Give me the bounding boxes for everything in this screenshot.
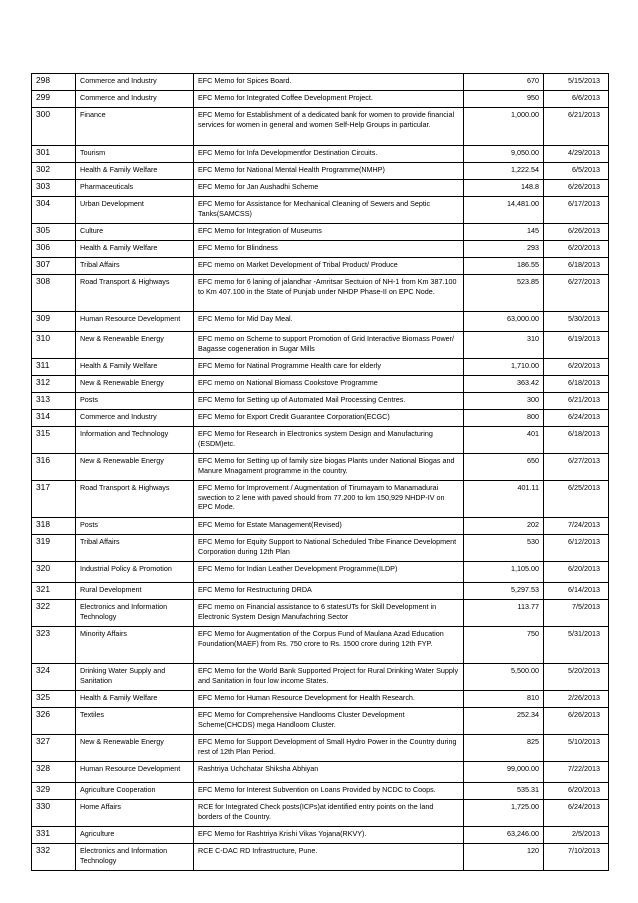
ministry-cell: Human Resource Development bbox=[76, 762, 194, 783]
table-row bbox=[32, 664, 609, 691]
ministry-cell: Tribal Affairs bbox=[76, 258, 194, 275]
cost-cell: 1,000.00 bbox=[464, 108, 544, 146]
cost-cell: 535.31 bbox=[464, 783, 544, 800]
row-number-cell: 326 bbox=[32, 708, 76, 735]
subject-cell: EFC memo for 6 laning of jalandhar -Amritsar Sectuion of NH-1 from Km 387.100 to Km 407.100 in the State of Punjab under NHDP Phase-II on EPC Node. bbox=[194, 275, 464, 312]
ministry-cell: Electronics and Information Technology bbox=[76, 844, 194, 871]
date-cell: 7/22/2013 bbox=[544, 762, 609, 783]
row-number-cell: 318 bbox=[32, 518, 76, 535]
row-number-cell: 314 bbox=[32, 410, 76, 427]
table-row bbox=[32, 783, 609, 800]
row-number-cell: 303 bbox=[32, 180, 76, 197]
cost-cell: 1,222.54 bbox=[464, 163, 544, 180]
cost-cell: 810 bbox=[464, 691, 544, 708]
subject-cell: EFC Memo for Rashtriya Krishi Vikas Yojana(RKVY). bbox=[194, 827, 464, 844]
subject-cell: EFC memo on National Biomass Cookstove Programme bbox=[194, 376, 464, 393]
subject-cell: EFC Memo for Augmentation of the Corpus Fund of Maulana Azad Education Foundation(MAEF) from Rs. 750 crore to Rs. 1500 crore during 12th FYP. bbox=[194, 627, 464, 664]
table-row bbox=[32, 197, 609, 224]
ministry-cell: Drinking Water Supply and Sanitation bbox=[76, 664, 194, 691]
row-number-cell: 332 bbox=[32, 844, 76, 871]
table-row bbox=[32, 108, 609, 146]
date-cell: 6/12/2013 bbox=[544, 535, 609, 562]
ministry-cell: Human Resource Development bbox=[76, 312, 194, 332]
row-number-cell: 327 bbox=[32, 735, 76, 762]
subject-cell: EFC Memo for Infa Developmentfor Destination Circuits. bbox=[194, 146, 464, 163]
ministry-cell: New & Renewable Energy bbox=[76, 454, 194, 481]
cost-cell: 401.11 bbox=[464, 481, 544, 518]
ministry-cell: Pharmaceuticals bbox=[76, 180, 194, 197]
subject-cell: EFC Memo for Jan Aushadhi Scheme bbox=[194, 180, 464, 197]
subject-cell: EFC Memo for Natinal Programme Health care for elderly bbox=[194, 359, 464, 376]
subject-cell: RCE C-DAC RD Infrastructure, Pune. bbox=[194, 844, 464, 871]
date-cell: 6/21/2013 bbox=[544, 393, 609, 410]
ministry-cell: Home Affairs bbox=[76, 800, 194, 827]
table-row bbox=[32, 562, 609, 583]
row-number-cell: 317 bbox=[32, 481, 76, 518]
table-row bbox=[32, 583, 609, 600]
subject-cell: EFC Memo for Human Resource Development for Health Research. bbox=[194, 691, 464, 708]
row-number-cell: 309 bbox=[32, 312, 76, 332]
cost-cell: 530 bbox=[464, 535, 544, 562]
ministry-cell: Commerce and Industry bbox=[76, 410, 194, 427]
date-cell: 2/5/2013 bbox=[544, 827, 609, 844]
row-number-cell: 319 bbox=[32, 535, 76, 562]
row-number-cell: 323 bbox=[32, 627, 76, 664]
subject-cell: EFC Memo for Indian Leather Development Programme(ILDP) bbox=[194, 562, 464, 583]
row-number-cell: 322 bbox=[32, 600, 76, 627]
cost-cell: 14,481.00 bbox=[464, 197, 544, 224]
date-cell: 6/14/2013 bbox=[544, 583, 609, 600]
subject-cell: EFC Memo for Assistance for Mechanical Cleaning of Sewers and Septic Tanks(SAMCSS) bbox=[194, 197, 464, 224]
row-number-cell: 302 bbox=[32, 163, 76, 180]
date-cell: 6/18/2013 bbox=[544, 258, 609, 275]
table-row bbox=[32, 241, 609, 258]
row-number-cell: 329 bbox=[32, 783, 76, 800]
row-number-cell: 306 bbox=[32, 241, 76, 258]
cost-cell: 401 bbox=[464, 427, 544, 454]
subject-cell: RCE for Integrated Check posts(ICPs)at identified entry points on the land borders of the Country. bbox=[194, 800, 464, 827]
date-cell: 5/30/2013 bbox=[544, 312, 609, 332]
table-row bbox=[32, 332, 609, 359]
subject-cell: EFC Memo for Mid Day Meal. bbox=[194, 312, 464, 332]
cost-cell: 363.42 bbox=[464, 376, 544, 393]
table-row bbox=[32, 735, 609, 762]
table-row bbox=[32, 275, 609, 312]
subject-cell: Rashtriya Uchchatar Shiksha Abhiyan bbox=[194, 762, 464, 783]
ministry-cell: Health & Family Welfare bbox=[76, 359, 194, 376]
date-cell: 6/20/2013 bbox=[544, 562, 609, 583]
ministry-cell: Posts bbox=[76, 393, 194, 410]
date-cell: 6/20/2013 bbox=[544, 359, 609, 376]
row-number-cell: 331 bbox=[32, 827, 76, 844]
cost-cell: 9,050.00 bbox=[464, 146, 544, 163]
table-row bbox=[32, 535, 609, 562]
subject-cell: EFC Memo for Estate Management(Revised) bbox=[194, 518, 464, 535]
cost-cell: 202 bbox=[464, 518, 544, 535]
cost-cell: 145 bbox=[464, 224, 544, 241]
table-row bbox=[32, 376, 609, 393]
subject-cell: EFC Memo for Blindness bbox=[194, 241, 464, 258]
row-number-cell: 313 bbox=[32, 393, 76, 410]
row-number-cell: 307 bbox=[32, 258, 76, 275]
row-number-cell: 316 bbox=[32, 454, 76, 481]
table-row bbox=[32, 393, 609, 410]
subject-cell: EFC Memo for Setting up of Automated Mail Processing Centres. bbox=[194, 393, 464, 410]
date-cell: 6/24/2013 bbox=[544, 410, 609, 427]
cost-cell: 1,105.00 bbox=[464, 562, 544, 583]
ministry-cell: Culture bbox=[76, 224, 194, 241]
table-row bbox=[32, 74, 609, 91]
cost-cell: 120 bbox=[464, 844, 544, 871]
date-cell: 7/5/2013 bbox=[544, 600, 609, 627]
ministry-cell: Urban Development bbox=[76, 197, 194, 224]
table-row bbox=[32, 518, 609, 535]
table-row bbox=[32, 163, 609, 180]
ministry-cell: New & Renewable Energy bbox=[76, 735, 194, 762]
table-row bbox=[32, 844, 609, 871]
table-row bbox=[32, 481, 609, 518]
cost-cell: 950 bbox=[464, 91, 544, 108]
table-row bbox=[32, 312, 609, 332]
date-cell: 2/26/2013 bbox=[544, 691, 609, 708]
row-number-cell: 300 bbox=[32, 108, 76, 146]
row-number-cell: 305 bbox=[32, 224, 76, 241]
cost-cell: 1,710.00 bbox=[464, 359, 544, 376]
date-cell: 6/18/2013 bbox=[544, 427, 609, 454]
subject-cell: EFC Memo for National Mental Health Programme(NMHP) bbox=[194, 163, 464, 180]
table-row bbox=[32, 762, 609, 783]
subject-cell: EFC Memo for Improvement / Augmentation of Tirumayam to Manamadurai swection to 2 lene with paved should from 77.200 to km 150,929 NHDP-IV on EPC Mode. bbox=[194, 481, 464, 518]
date-cell: 6/24/2013 bbox=[544, 800, 609, 827]
ministry-cell: Industrial Policy & Promotion bbox=[76, 562, 194, 583]
subject-cell: EFC Memo for Setting up of family size biogas Plants under National Biogas and Manure Mnagament programme in the country. bbox=[194, 454, 464, 481]
row-number-cell: 308 bbox=[32, 275, 76, 312]
date-cell: 5/31/2013 bbox=[544, 627, 609, 664]
ministry-cell: Agriculture bbox=[76, 827, 194, 844]
table-row bbox=[32, 359, 609, 376]
cost-cell: 670 bbox=[464, 74, 544, 91]
row-number-cell: 321 bbox=[32, 583, 76, 600]
cost-cell: 5,297.53 bbox=[464, 583, 544, 600]
row-number-cell: 299 bbox=[32, 91, 76, 108]
table-row bbox=[32, 827, 609, 844]
subject-cell: EFC Memo for Support Development of Small Hydro Power in the Country during rest of 12th Plan Period. bbox=[194, 735, 464, 762]
cost-cell: 650 bbox=[464, 454, 544, 481]
ministry-cell: Commerce and Industry bbox=[76, 91, 194, 108]
subject-cell: EFC Memo for Restructuring DRDA bbox=[194, 583, 464, 600]
row-number-cell: 301 bbox=[32, 146, 76, 163]
cost-cell: 523.85 bbox=[464, 275, 544, 312]
cost-cell: 148.8 bbox=[464, 180, 544, 197]
row-number-cell: 325 bbox=[32, 691, 76, 708]
subject-cell: EFC Memo for Integration of Museums bbox=[194, 224, 464, 241]
table-row bbox=[32, 146, 609, 163]
subject-cell: EFC Memo for Establishment of a dedicated bank for women to provide financial services for women in general and women Self-Help Groups in particular. bbox=[194, 108, 464, 146]
ministry-cell: Tribal Affairs bbox=[76, 535, 194, 562]
date-cell: 6/25/2013 bbox=[544, 481, 609, 518]
subject-cell: EFC memo on Financial assistance to 6 statesUTs for Skill Development in Electronic System Design Manufachring Sector bbox=[194, 600, 464, 627]
table-row bbox=[32, 224, 609, 241]
date-cell: 5/15/2013 bbox=[544, 74, 609, 91]
row-number-cell: 311 bbox=[32, 359, 76, 376]
date-cell: 6/20/2013 bbox=[544, 241, 609, 258]
row-number-cell: 304 bbox=[32, 197, 76, 224]
ministry-cell: Textiles bbox=[76, 708, 194, 735]
cost-cell: 252.34 bbox=[464, 708, 544, 735]
date-cell: 7/24/2013 bbox=[544, 518, 609, 535]
ministry-cell: Health & Family Welfare bbox=[76, 163, 194, 180]
row-number-cell: 310 bbox=[32, 332, 76, 359]
ministry-cell: Road Transport & Highways bbox=[76, 275, 194, 312]
row-number-cell: 320 bbox=[32, 562, 76, 583]
ministry-cell: Minority Affairs bbox=[76, 627, 194, 664]
date-cell: 6/26/2013 bbox=[544, 224, 609, 241]
row-number-cell: 330 bbox=[32, 800, 76, 827]
row-number-cell: 298 bbox=[32, 74, 76, 91]
date-cell: 4/29/2013 bbox=[544, 146, 609, 163]
ministry-cell: New & Renewable Energy bbox=[76, 376, 194, 393]
date-cell: 6/21/2013 bbox=[544, 108, 609, 146]
table-row bbox=[32, 91, 609, 108]
table-row bbox=[32, 708, 609, 735]
date-cell: 5/10/2013 bbox=[544, 735, 609, 762]
row-number-cell: 312 bbox=[32, 376, 76, 393]
date-cell: 5/20/2013 bbox=[544, 664, 609, 691]
ministry-cell: New & Renewable Energy bbox=[76, 332, 194, 359]
ministry-cell: Posts bbox=[76, 518, 194, 535]
date-cell: 7/10/2013 bbox=[544, 844, 609, 871]
ministry-cell: Health & Family Welfare bbox=[76, 691, 194, 708]
cost-cell: 800 bbox=[464, 410, 544, 427]
cost-cell: 186.55 bbox=[464, 258, 544, 275]
table-row bbox=[32, 691, 609, 708]
date-cell: 6/17/2013 bbox=[544, 197, 609, 224]
date-cell: 6/27/2013 bbox=[544, 454, 609, 481]
row-number-cell: 328 bbox=[32, 762, 76, 783]
row-number-cell: 315 bbox=[32, 427, 76, 454]
table-row bbox=[32, 410, 609, 427]
date-cell: 6/5/2013 bbox=[544, 163, 609, 180]
cost-cell: 99,000.00 bbox=[464, 762, 544, 783]
subject-cell: EFC Memo for Equity Support to National Scheduled Tribe Finance Development Corporation during 12th Plan bbox=[194, 535, 464, 562]
subject-cell: EFC Memo for Integrated Coffee Development Project. bbox=[194, 91, 464, 108]
date-cell: 6/6/2013 bbox=[544, 91, 609, 108]
table-row bbox=[32, 800, 609, 827]
ministry-cell: Tourism bbox=[76, 146, 194, 163]
ministry-cell: Road Transport & Highways bbox=[76, 481, 194, 518]
ministry-cell: Agriculture Cooperation bbox=[76, 783, 194, 800]
subject-cell: EFC Memo for Research in Electronics system Design and Manufacturing (ESDM)etc. bbox=[194, 427, 464, 454]
ministry-cell: Electronics and Information Technology bbox=[76, 600, 194, 627]
cost-cell: 63,000.00 bbox=[464, 312, 544, 332]
ministry-cell: Rural Development bbox=[76, 583, 194, 600]
date-cell: 6/26/2013 bbox=[544, 180, 609, 197]
table-row bbox=[32, 258, 609, 275]
table-row bbox=[32, 180, 609, 197]
subject-cell: EFC Memo for Export Credit Guarantee Corporation(ECGC) bbox=[194, 410, 464, 427]
ministry-cell: Commerce and Industry bbox=[76, 74, 194, 91]
cost-cell: 310 bbox=[464, 332, 544, 359]
subject-cell: EFC Memo for Spices Board. bbox=[194, 74, 464, 91]
date-cell: 6/27/2013 bbox=[544, 275, 609, 312]
date-cell: 6/19/2013 bbox=[544, 332, 609, 359]
table-row bbox=[32, 427, 609, 454]
cost-cell: 293 bbox=[464, 241, 544, 258]
table-row bbox=[32, 627, 609, 664]
cost-cell: 113.77 bbox=[464, 600, 544, 627]
table-body bbox=[32, 74, 609, 871]
ministry-cell: Information and Technology bbox=[76, 427, 194, 454]
subject-cell: EFC memo on Scheme to support Promotion of Grid Interactive Biomass Power/ Bagasse cogeneration in Sugar Mills bbox=[194, 332, 464, 359]
ministry-cell: Finance bbox=[76, 108, 194, 146]
date-cell: 6/20/2013 bbox=[544, 783, 609, 800]
cost-cell: 750 bbox=[464, 627, 544, 664]
cost-cell: 825 bbox=[464, 735, 544, 762]
cost-cell: 1,725.00 bbox=[464, 800, 544, 827]
table-row bbox=[32, 600, 609, 627]
efc-memo-table bbox=[31, 73, 609, 871]
subject-cell: EFC Memo for Interest Subvention on Loans Provided by NCDC to Coops. bbox=[194, 783, 464, 800]
date-cell: 6/18/2013 bbox=[544, 376, 609, 393]
subject-cell: EFC Memo for Comprehensive Handlooms Cluster Development Scheme(CHCDS) mega Handloom Cluster. bbox=[194, 708, 464, 735]
subject-cell: EFC memo on Market Development of Tribal Product/ Produce bbox=[194, 258, 464, 275]
subject-cell: EFC Memo for the World Bank Supported Project for Rural Drinking Water Supply and Sanitation in four low income States. bbox=[194, 664, 464, 691]
row-number-cell: 324 bbox=[32, 664, 76, 691]
cost-cell: 5,500.00 bbox=[464, 664, 544, 691]
ministry-cell: Health & Family Welfare bbox=[76, 241, 194, 258]
table-row bbox=[32, 454, 609, 481]
cost-cell: 63,246.00 bbox=[464, 827, 544, 844]
date-cell: 6/26/2013 bbox=[544, 708, 609, 735]
cost-cell: 300 bbox=[464, 393, 544, 410]
